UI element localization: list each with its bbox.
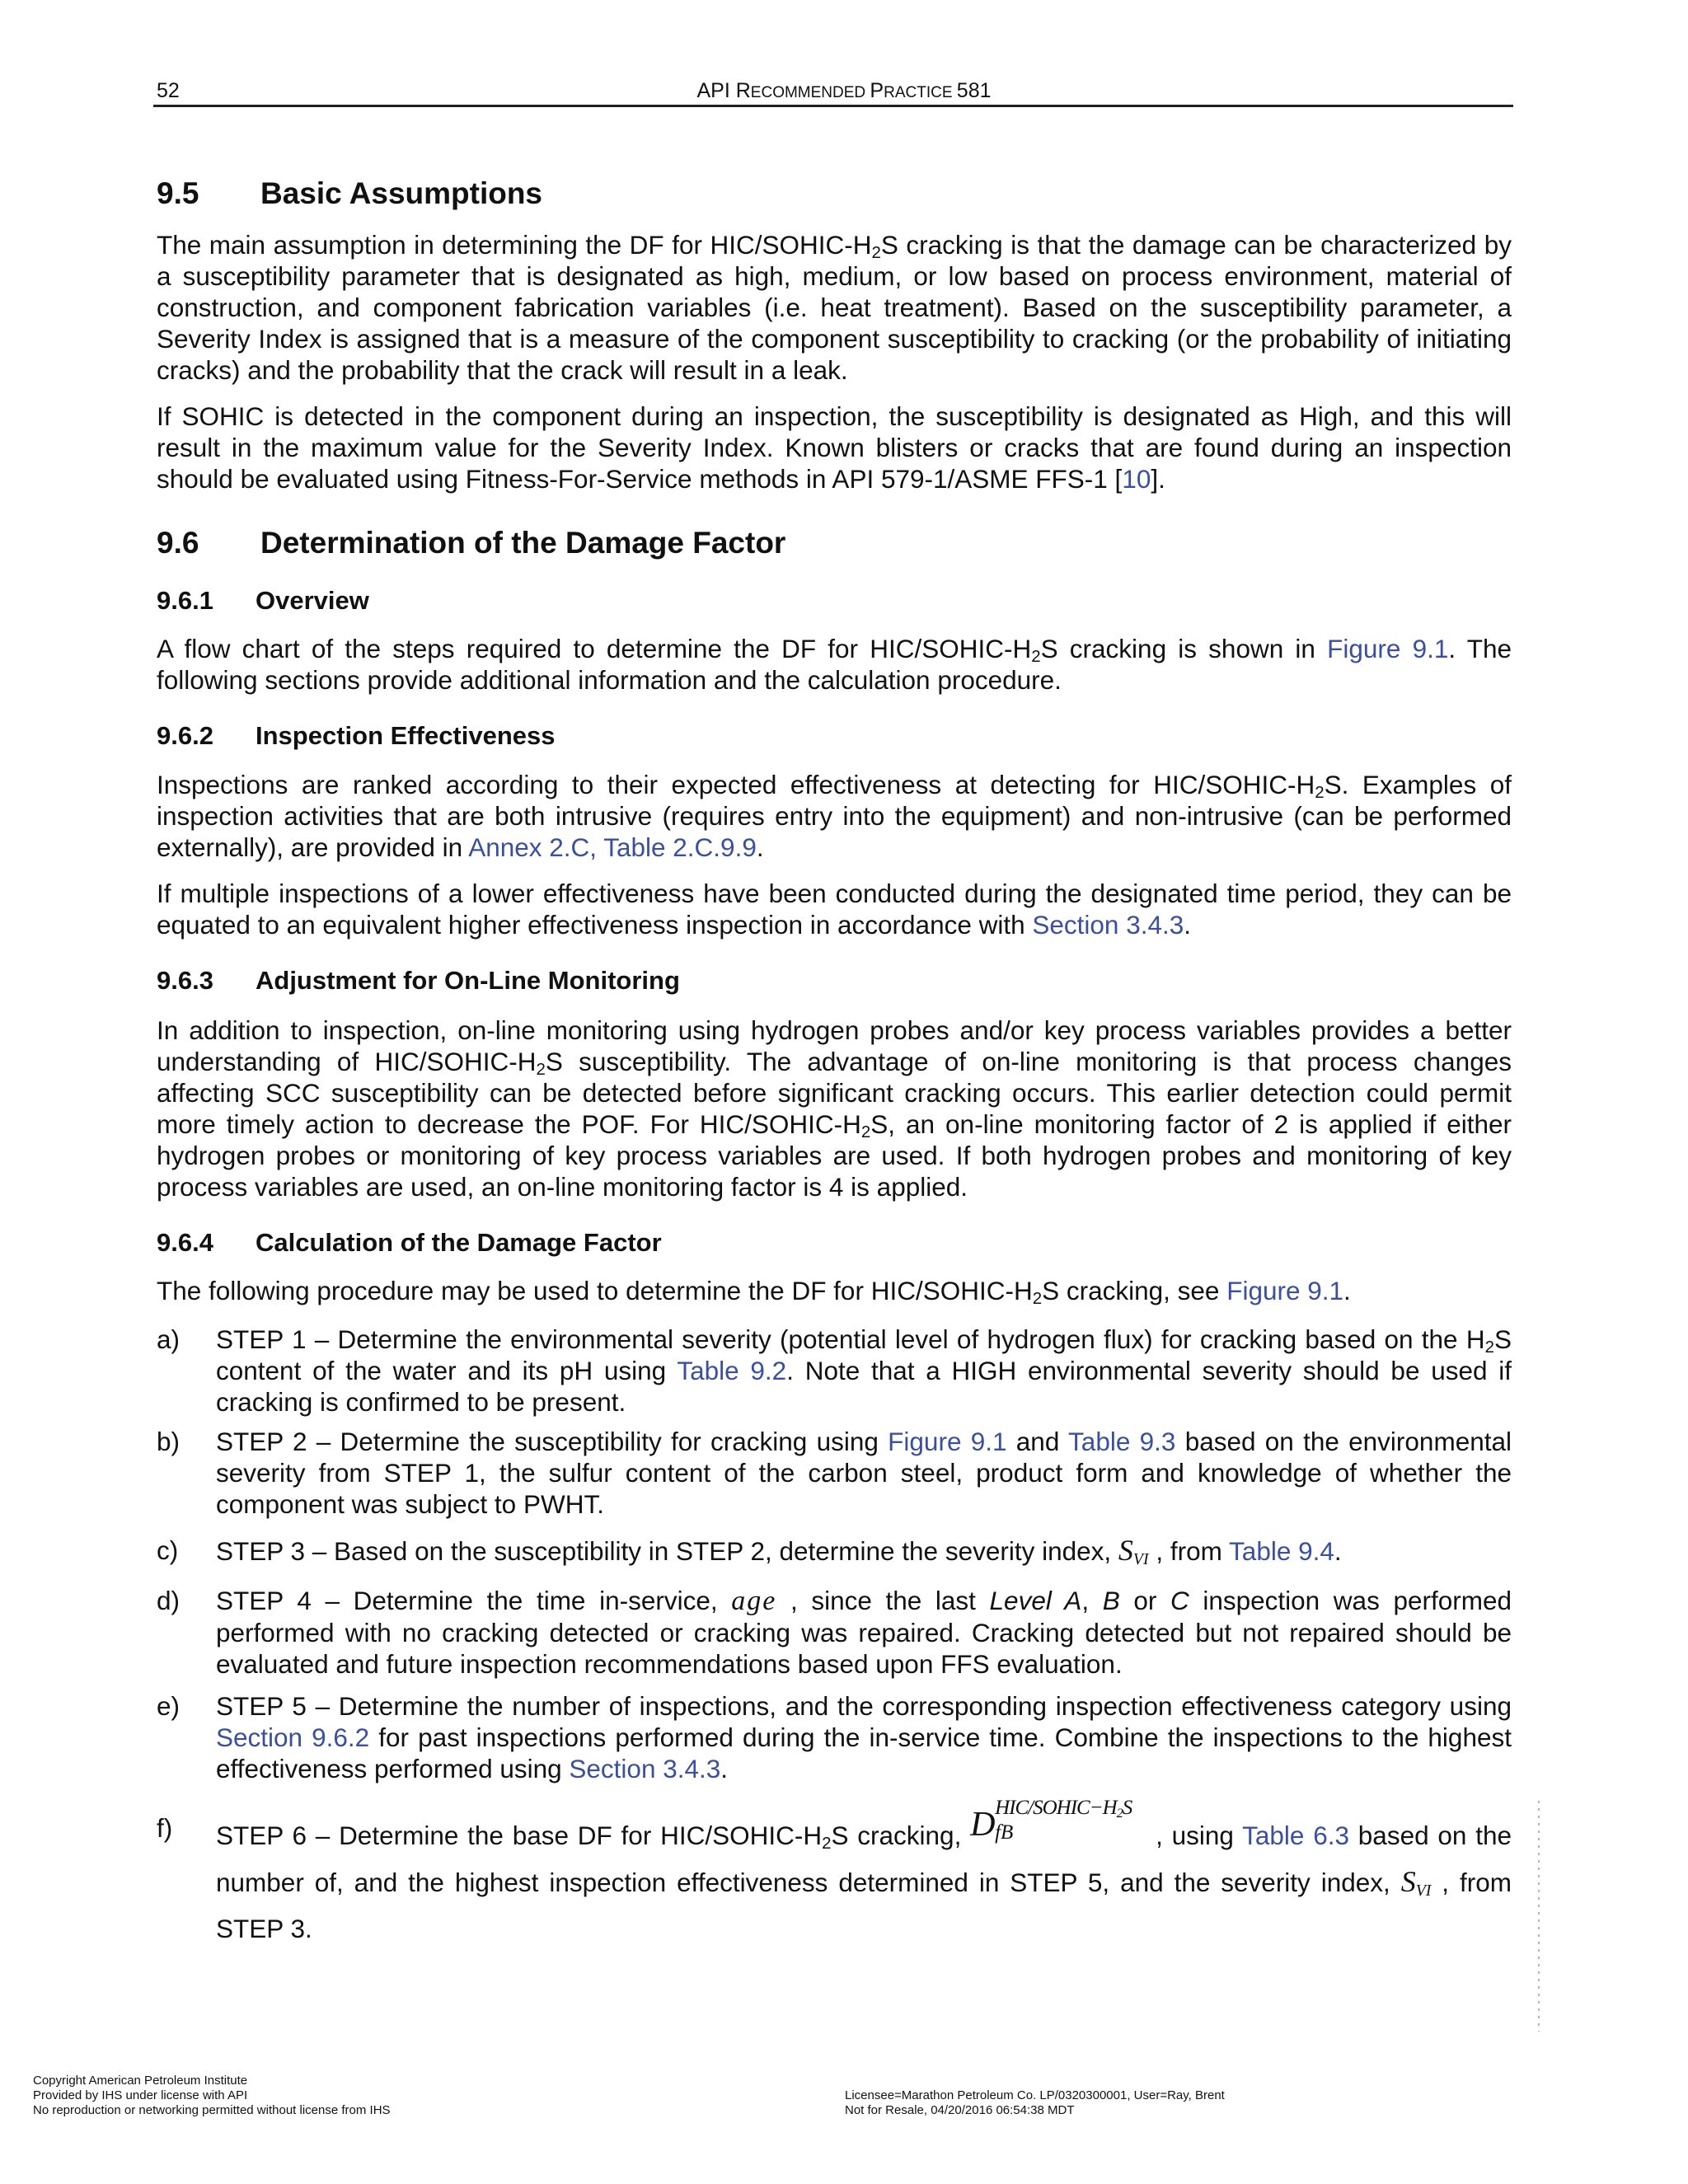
footer-line: Copyright American Petroleum Institute (33, 2074, 248, 2088)
footer-copyright (33, 2074, 391, 2118)
table-6-3-link[interactable]: Table 6.3 (1242, 1821, 1350, 1850)
section-3-4-3-link[interactable]: Section 3.4.3 (569, 1754, 721, 1783)
paragraph-inspection-effectiveness-2: If multiple inspections of a lower effectiveness have been conducted during the designated time period, they can be equated to an equivalent higher effectiveness inspection in accordance with Section 3.4.3. (157, 879, 1512, 940)
age-symbol: age (731, 1586, 777, 1616)
section-heading-9-6-3 (157, 966, 680, 996)
page-number: 52 (157, 79, 180, 102)
list-marker: e) (157, 1691, 181, 1721)
footer-line: No reproduction or networking permitted without license from IHS (33, 2103, 391, 2117)
header-title-part: ECOMMENDED (750, 84, 870, 101)
footer-line: Licensee=Marathon Petroleum Co. LP/0320300001, User=Ray, Brent (845, 2088, 1225, 2102)
header-title-part: P (870, 79, 884, 102)
reference-link-10[interactable]: 10 (1122, 464, 1151, 494)
list-item-step-5: e) STEP 5 – Determine the number of inspections, and the corresponding inspection effectiveness category using Section 9.6.2 for past inspections performed during the in-service time. Combine the inspections to the highest effectiveness performed using Section 3.4.3. (157, 1691, 1512, 1783)
paragraph-basic-assumptions-2: If SOHIC is detected in the component during an inspection, the susceptibility is designated as High, and this will result in the maximum value for the Severity Index. Known blisters or cracks that are found during an inspection should be evaluated using Fitness-For-Service methods in API 579-1/ASME FFS-1 [10]. (157, 401, 1512, 494)
section-number: 9.6 (157, 526, 199, 560)
paragraph-calculation-intro: The following procedure may be used to determine the DF for HIC/$SOHIC-H_2S$ cracking, see Figure 9.1. (157, 1276, 1351, 1309)
table-9-3-link[interactable]: Table 9.3 (1068, 1427, 1176, 1456)
section-number: 9.6.4 (157, 1228, 213, 1257)
table-9-4-link[interactable]: Table 9.4 (1229, 1536, 1334, 1566)
footer-line: Not for Resale, 04/20/2016 06:54:38 MDT (845, 2103, 1075, 2117)
list-item-step-2: b) STEP 2 – Determine the susceptibility for cracking using Figure 9.1 and Table 9.3 based on the environmental severity from STEP 1, the sulfur content of the carbon steel, product form and knowledge of whether the component was subject to PWHT. (157, 1427, 1512, 1519)
section-number: 9.6.2 (157, 721, 213, 750)
section-number: 9.5 (157, 176, 199, 210)
header-rule (153, 105, 1513, 107)
margin-dotted-mark (1538, 1801, 1540, 2032)
section-9-6-2-link[interactable]: Section 9.6.2 (216, 1722, 370, 1752)
section-3-4-3-link[interactable]: Section 3.4.3 (1032, 910, 1184, 940)
list-marker: c) (157, 1535, 179, 1565)
paragraph-online-monitoring: In addition to inspection, on-line monitoring using hydrogen probes and/or key process variables provides a better understanding of HIC/$SOHIC-H_2S$ susceptibility. The advantage of on-line monitoring is that process changes affecting SCC susceptibility can be detected before significant cracking occurs. This earlier detection could permit more timely action to decrease the POF. For HIC/$SOHIC-H_2S$, an on-line monitoring factor of 2 is applied if either hydrogen probes or monitoring of key process variables are used. If both hydrogen probes and monitoring of key process variables are used, an on-line monitoring factor is 4 is applied. (157, 1015, 1512, 1202)
list-marker: f) (157, 1813, 173, 1843)
paragraph-inspection-effectiveness-1: Inspections are ranked according to their expected effectiveness at detecting for HIC/$SOHIC-H_2S$. Examples of inspection activities that are both intrusive (requires entry into the equipment) and non-intrusive (can be performed externally), are provided in Annex 2.C, Table 2.C.9.9. (157, 770, 1512, 862)
annex-2c-table-link[interactable]: Annex 2.C, Table 2.C.9.9 (468, 832, 757, 862)
severity-index-symbol: $S_{VI}$ (1400, 1865, 1432, 1900)
severity-index-symbol: $S_{VI}$ (1118, 1534, 1149, 1568)
base-damage-factor-symbol: D HIC/$SOHIC-H_2S$ fB (970, 1797, 1132, 1844)
section-title: Calculation of the Damage Factor (256, 1228, 662, 1257)
paragraph-overview: A flow chart of the steps required to determine the DF for HIC/$SOHIC-H_2S$ cracking is shown in Figure 9.1. The following sections provide additional information and the calculation procedure. (157, 634, 1512, 695)
list-item-step-6: f) STEP 6 – Determine the base DF for HIC/$SOHIC-H_2S$ cracking, D HIC/$SOHIC-H_2S$ fB , using Table 6.3 based on the number of, and the highest inspection effectiveness determined in STEP 5, and the severity index, $S_{VI}$ , from STEP 3. (157, 1797, 1512, 1943)
running-header-title (0, 79, 1688, 103)
list-marker: d) (157, 1586, 181, 1615)
list-item-step-4: d) STEP 4 – Determine the time in-service, age , since the last Level A, B or C inspection was performed performed with no cracking detected or cracking was repaired. Cracking detected but not repaired should be evaluated and future inspection recommendations based upon FFS evaluation. (157, 1586, 1512, 1679)
section-title: Determination of the Damage Factor (260, 526, 786, 560)
section-heading-9-6-1 (157, 586, 369, 616)
header-title-part: API (696, 79, 736, 102)
list-marker: a) (157, 1324, 181, 1354)
paragraph-basic-assumptions-1: The main assumption in determining the DF for HIC/$SOHIC-H_2S$ cracking is that the damage can be characterized by a susceptibility parameter that is designated as high, medium, or low based on process environment, material of construction, and component fabrication variables (i.e. heat treatment). Based on the susceptibility parameter, a Severity Index is assigned that is a measure of the component susceptibility to cracking (or the probability of initiating cracks) and the probability that the crack will result in a leak. (157, 230, 1512, 385)
list-marker: b) (157, 1427, 181, 1456)
list-item-step-1: a) STEP 1 – Determine the environmental severity (potential level of hydrogen flux) for cracking based on the $H_2S$ content of the water and its pH using Table 9.2. Note that a HIGH environmental severity should be used if cracking is confirmed to be present. (157, 1324, 1512, 1417)
footer-line: Provided by IHS under license with API (33, 2088, 248, 2102)
section-heading-9-6-4 (157, 1228, 662, 1258)
section-number: 9.6.3 (157, 966, 213, 995)
figure-9-1-link[interactable]: Figure 9.1 (1327, 634, 1449, 663)
header-title-part: 581 (956, 79, 992, 102)
section-heading-9-6-2 (157, 721, 556, 751)
section-title: Overview (256, 586, 369, 615)
table-9-2-link[interactable]: Table 9.2 (677, 1356, 787, 1385)
section-title: Inspection Effectiveness (256, 721, 556, 750)
header-title-part: RACTICE (884, 84, 957, 101)
section-heading-9-5 (157, 176, 542, 211)
figure-9-1-link[interactable]: Figure 9.1 (888, 1427, 1007, 1456)
header-title-part: R (735, 79, 751, 102)
footer-license (845, 2088, 1225, 2118)
figure-9-1-link[interactable]: Figure 9.1 (1226, 1276, 1344, 1305)
section-title: Adjustment for On-Line Monitoring (256, 966, 680, 995)
section-heading-9-6 (157, 526, 785, 560)
section-title: Basic Assumptions (260, 176, 542, 210)
section-number: 9.6.1 (157, 586, 213, 615)
list-item-step-3: c) STEP 3 – Based on the susceptibility in STEP 2, determine the severity index, $S_{VI}$ , from Table 9.4. (157, 1534, 1342, 1568)
